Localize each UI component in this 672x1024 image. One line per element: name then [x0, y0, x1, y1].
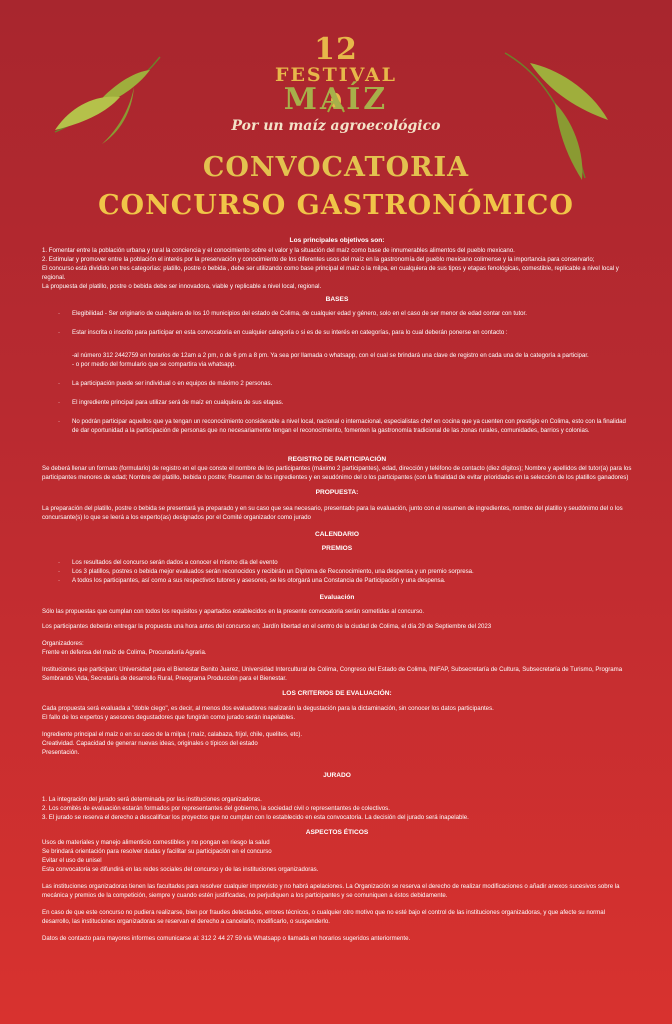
bases-inscripcion: · Estar inscrita o inscrito para participar en esta convocatoria en cualquier categoría o si es de su interés en categorías, para lo cual deberán ponerse en contacto :: [42, 328, 632, 337]
evaluacion-requisitos: Sólo las propuestas que cumplan con todos los requisitos y apartados establecidos en la presente convocatoria serán sometidas al concurso.: [42, 607, 425, 615]
festival-number: 12: [314, 32, 358, 67]
registro-text: Se deberá llenar un formato (formulario) de registro en el que conste el nombre de los participantes (máximo 2 participantes), edad, dirección y teléfono de contacto (diez dígitos); Nombre y apellidos del tutor(a) para los participantes menores de edad; Nombre del platillo, bebida o postre; Resumen de los ingredientes y en seudónimo del o los participantes (con la finalidad de evitar prioridades en la selección de los platillos ganadores): [42, 465, 632, 482]
festival-maiz: MAÍZ: [283, 82, 389, 117]
premio-item: · Los 3 platillos, postres o bebida mejor evaluados serán reconocidos y recibirán un Diploma de Reconocimiento, una despensa y un premio sorpresa.: [42, 567, 632, 576]
festival-label: FESTIVAL: [274, 64, 398, 86]
jurado-item: 3. El jurado se reserva el derecho a descalificar los proyectos que no cumplan con lo establecido en esta convocatoria. La decisión del jurado será inapelable.: [42, 814, 469, 822]
bases-participacion: · La participación puede ser individual o en equipos de máximo 2 personas.: [42, 379, 632, 388]
festival-tagline: Por un maíz agroecológico: [231, 118, 441, 134]
title-concurso: CONCURSO GASTRONÓMICO: [98, 190, 574, 221]
premio-item: · Los resultados del concurso serán dados a conocer el mismo día del evento: [42, 558, 632, 567]
propuesta-text: La preparación del platillo, postre o bebida se presentará ya preparado y en su caso que sea necesario, presentado para la evaluación, junto con el resumen de ingredientes, nombre del platillo y seudónimo del o los concursante(s) lo que se leerá a los experto(as) designados por el Comité organizador como jurado: [42, 505, 623, 522]
etico-item: Esta convocatoria se difundirá en las redes sociales del concurso y de las instituciones organizadoras.: [42, 866, 319, 874]
poster-header: [0, 0, 672, 235]
objetivo-item: 1. Fomentar entre la población urbana y rural la conciencia y el conocimiento sobre el valor y la situación del maíz como base de innumerables alimentos del pueblo mexicano.: [42, 246, 515, 254]
eticos-contacto: Datos de contacto para mayores informes comunicarse al: 312 2 44 27 59 vía Whatsapp o llamada en horarios sugeridos anteriormente.: [42, 935, 411, 943]
criterio-item: Presentación.: [42, 749, 80, 757]
title-convocatoria: CONVOCATORIA: [202, 152, 470, 183]
propuesta-heading: PROPUESTA:: [315, 489, 359, 497]
eticos-cancelacion: En caso de que este concurso no pudiera realizarse, bien por fraudes detectados, errores técnicos, o cualquier otro motivo que no esté bajo el control de las instituciones organizadoras, y que afecte su normal desarrollo, las instituciones organizadoras se reservan el derecho a cancelarlo, modificarlo, o suspenderlo.: [42, 909, 605, 926]
objetivo-item: La propuesta del platillo, postre o bebida debe ser innovadora, viable y replicable a nivel local, regional.: [42, 282, 322, 290]
calendario-heading: CALENDARIO: [315, 531, 359, 539]
criterio-item: Ingrediente principal el maíz o en su caso de la milpa ( maíz, calabaza, frijol, chile, quelites, etc).: [42, 731, 303, 739]
jurado-item: 1. La integración del jurado será determinada por las instituciones organizadoras.: [42, 796, 262, 804]
bases-elegibilidad: · Elegibilidad - Ser originario de cualquiera de los 10 municipios del estado de Colima, de cualquier edad y género, solo en el caso de ser menor de edad contar con tutor.: [42, 309, 632, 318]
evaluacion-heading: Evaluación: [319, 593, 355, 601]
premio-item: · A todos los participantes, así como a sus respectivos tutores y asesores, se les otorgará una Constancia de Participación y una despensa.: [42, 576, 632, 585]
instituciones-list: Instituciones que participan: Universidad para el Bienestar Benito Juarez, Universidad Intercultural de Colima, Congreso del Estado de Colima, INIFAP, Subsecretaría de Cultura, Subsecretaría de Turismo, Programa Sembrando Vida, Secretaría de desarrollo Rural, Preograma Producción para el Bienestar.: [42, 665, 623, 682]
criterios-heading: LOS CRITERIOS DE EVALUACIÓN:: [282, 689, 392, 697]
registro-heading: REGISTRO DE PARTICIPACIÓN: [287, 455, 387, 463]
eticos-heading: ASPECTOS ÉTICOS: [305, 829, 369, 837]
criterio-item: Creatividad. Capacidad de generar nuevas ideas, originales o típicos del estado: [42, 740, 258, 748]
bases-ingrediente: · El ingrediente principal para utilizar será de maíz en cualquiera de sus etapas.: [42, 398, 632, 407]
etico-item: Usos de materiales y manejo alimenticio comestibles y no pongan en riesgo la salud: [42, 839, 270, 847]
etico-item: Evitar el uso de unisel: [42, 857, 102, 865]
etico-item: Se brindará orientación para resolver dudas y facilitar su participación en el concurso: [42, 848, 272, 856]
bases-restriccion: · No podrán participar aquellos que ya tengan un reconocimiento considerable a nivel local, nacional o internacional, especialistas chef en cocina que ya cuenten con prestigio en Colima, esto con la finalidad de dar oportunidad a la participación de personas que no necesariamente tengan el reconocimiento, fomenten la gastronomía tradicional de las zonas rurales, comunidades, barrios y colonias.: [42, 417, 632, 435]
criterio-item: El fallo de los expertos y asesores degustadores que fungirán como jurado serán inapelables.: [42, 714, 296, 722]
eticos-facultades: Las instituciones organizadoras tienen las facultades para resolver cualquier imprevisto y no habrá apelaciones. La Organización se reserva el derecho de realizar modificaciones o añadir anexos sucesivos sobre la mecánica y premios de la competición, siempre y cuando estén justificadas, no perjudiquen a los participantes y se comuniquen a éstos debidamente.: [42, 883, 620, 900]
jurado-item: 2. Los comités de evaluación estarán formados por representantes del gobierno, la sociedad civil o representantes de colectivos.: [42, 805, 390, 813]
objetivos-heading: Los principales objetivos son:: [289, 237, 385, 244]
bases-contacto-telefono: -al número 312 2442759 en horarios de 12am a 2 pm, o de 6 pm a 8 pm. Ya sea por llamada o whatsapp, con el cual se brindará una clave de registro en cada una de la categoría a participar.: [72, 351, 589, 359]
evaluacion-entrega: Los participantes deberán entregar la propuesta una hora antes del concurso en; Jardín libertad en el centro de la ciudad de Colima, el día 29 de Septiembre del 2023: [42, 622, 492, 630]
premios-heading: PREMIOS: [321, 545, 353, 553]
bases-contacto-formulario: - o por medio del formulario que se compartira via whatsapp.: [72, 360, 236, 368]
jurado-heading: JURADO: [323, 772, 351, 780]
objetivo-item: El concurso está dividido en tres categorías: platillo, postre o bebida , debe ser utilizando como base principal el maíz o la milpa, en cualquiera de sus tipos y etapas fenológicas, comestible, replicable a nivel local y regional.: [42, 264, 619, 281]
poster-body: [42, 236, 632, 943]
organizadores-list: Frente en defensa del maíz de Colima, Procuraduría Agraria.: [42, 648, 207, 656]
objetivo-item: 2. Estimular y promover entre la población el interés por la preservación y conocimiento de los diferentes usos del maíz en la gastronomía del pueblo mexicano colimense y la importancia para conservarlo;: [42, 255, 595, 263]
criterio-item: Cada propuesta será evaluada a "doble ciego", es decir, al menos dos evaluadores realizarán la degustación para la dictaminación, sin conocer los datos participantes.: [42, 705, 494, 713]
bases-heading: BASES: [325, 295, 349, 303]
organizadores-label: Organizadores:: [42, 639, 84, 647]
